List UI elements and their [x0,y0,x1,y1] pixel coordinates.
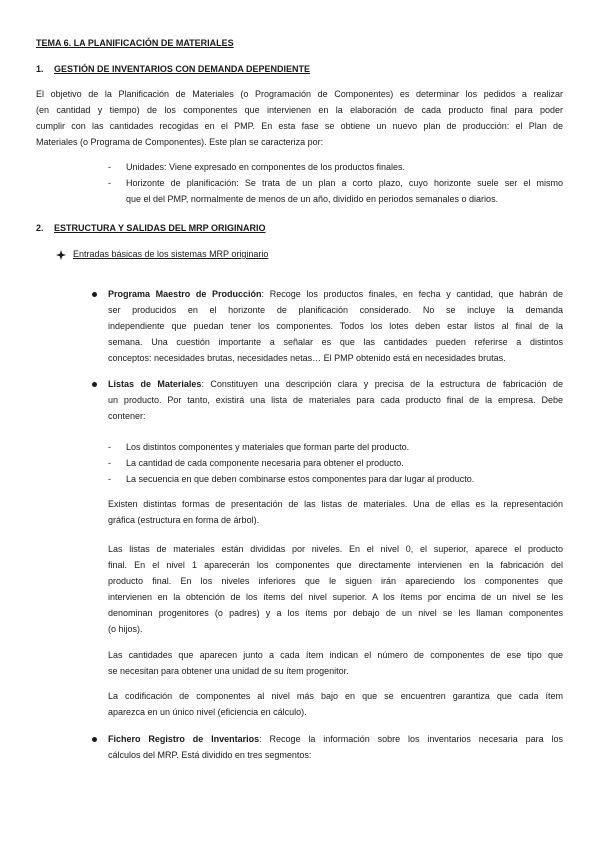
dash-bullet: - [108,458,111,468]
lm-para-2-line: denominan progenitores (o padres) y a los ítems por debajo de un nivel se les llaman componentes [108,608,563,618]
lm-para-1-line: Existen distintas formas de presentación de las listas de materiales. Una de ellas es la representación [108,499,563,509]
lm-para-3-line: Las cantidades que aparecen junto a cada ítem indican el número de componentes de ese tipo que [108,650,563,660]
pmp-label: Programa Maestro de Producción [108,289,262,299]
fri-label: Fichero Registro de Inventarios [108,734,260,744]
section-1-number: 1. [36,64,44,74]
lm-line: un producto. Por tanto, existirá una lista de materiales para cada producto final de la empresa. Debe [108,395,563,405]
lm-para-4-line: La codificación de componentes al nivel más bajo en que se encuentren garantiza que cada ítem [108,691,563,701]
dash-bullet: - [108,178,111,188]
section-1-paragraph-line: Materiales (o Programa de Componentes). Este plan se caracteriza por: [36,137,324,147]
section-1-bullet-horizon: Horizonte de planificación: Se trata de un plan a corto plazo, cuyo horizonte suele ser el mismo [126,178,563,188]
lm-line: contener: [108,411,146,421]
section-1-bullet-units: Unidades: Viene expresado en componentes de los productos finales. [126,162,406,172]
section-2-subheading: Entradas básicas de los sistemas MRP originario [73,249,269,259]
fri-line-1: Fichero Registro de Inventarios: Recoge la información sobre los inventarios necesaria para los [108,734,564,744]
lm-para-3-line: se necesitan para obtener una unidad de su ítem progenitor. [108,666,349,676]
lm-para-1-line: gráfica (estructura en forma de árbol). [108,515,260,525]
section-1-bullet-horizon-cont: que el del PMP, normalmente de menos de un año, dividido en periodos semanales o diarios. [126,194,499,204]
bullet-dot [92,292,97,297]
lm-para-2-line: intervienen en la obtención de los ítems del nivel superior. A los ítems por encima de un nivel se les [108,592,563,602]
fri-line: cálculos del MRP. Está dividido en tres segmentos: [108,750,312,760]
pmp-line: ser producidos en el horizonte de planificación considerado. No se incluye la demanda [108,305,563,315]
lm-label: Listas de Materiales [108,379,202,389]
lm-para-4-line: aparezca en un único nivel (eficiencia en cálculo). [108,707,307,717]
pmp-line: independiente que puedan tener los componentes. Todos los lotes deben estar listos al final de la [108,321,563,331]
pmp-line: conceptos: necesidades brutas, necesidades netas… El PMP obtenido está en necesidades brutas. [108,353,506,363]
section-1-heading: GESTIÓN DE INVENTARIOS CON DEMANDA DEPENDIENTE [54,64,311,74]
section-1-paragraph-line: El objetivo de la Planificación de Materiales (o Programación de Componentes) es determinar los pedidos a realizar [36,89,563,99]
section-2-number: 2. [36,223,44,233]
diamond-bullet-icon [56,249,66,259]
section-1-paragraph-line: (en cantidad y tiempo) de los componentes que intervienen en la elaboración de cada producto final para poder [36,105,563,115]
dash-bullet: - [108,162,111,172]
lm-dash-item: La cantidad de cada componente necesaria para obtener el producto. [126,458,404,468]
lm-dash-item: Los distintos componentes y materiales que forman parte del producto. [126,442,410,452]
dash-bullet: - [108,442,111,452]
bullet-dot [92,382,97,387]
lm-para-2-line: final. En el nivel 1 aparecerán los componentes que directamente intervienen en la fabricación del [108,560,563,570]
pmp-line: semana. Una cuestión importante a señalar es que las cantidades pueden referirse a distintos [108,337,563,347]
document-title: TEMA 6. LA PLANIFICACIÓN DE MATERIALES [36,38,234,48]
lm-para-2-line: producto final. En los niveles inferiores que le siguen irán apareciendo los componentes que [108,576,563,586]
section-2-heading: ESTRUCTURA Y SALIDAS DEL MRP ORIGINARIO [54,223,266,233]
lm-line-1: Listas de Materiales: Constituyen una descripción clara y precisa de la estructura de fabricación de [108,379,563,389]
section-1-paragraph-line: cumplir con las cantidades recogidas en el PMP. En esta fase se obtiene un nuevo plan de producción: el Plan de [36,121,563,131]
pmp-line-1: Programa Maestro de Producción: Recoge los productos finales, en fecha y cantidad, que habrán de [108,289,563,299]
dash-bullet: - [108,474,111,484]
bullet-dot [92,737,97,742]
lm-para-2-line: (o hijos). [108,624,143,634]
lm-para-2-line: Las listas de materiales están divididas por niveles. En el nivel 0, el superior, aparece el producto [108,544,563,554]
lm-dash-item: La secuencia en que deben combinarse estos componentes para dar lugar al producto. [126,474,475,484]
